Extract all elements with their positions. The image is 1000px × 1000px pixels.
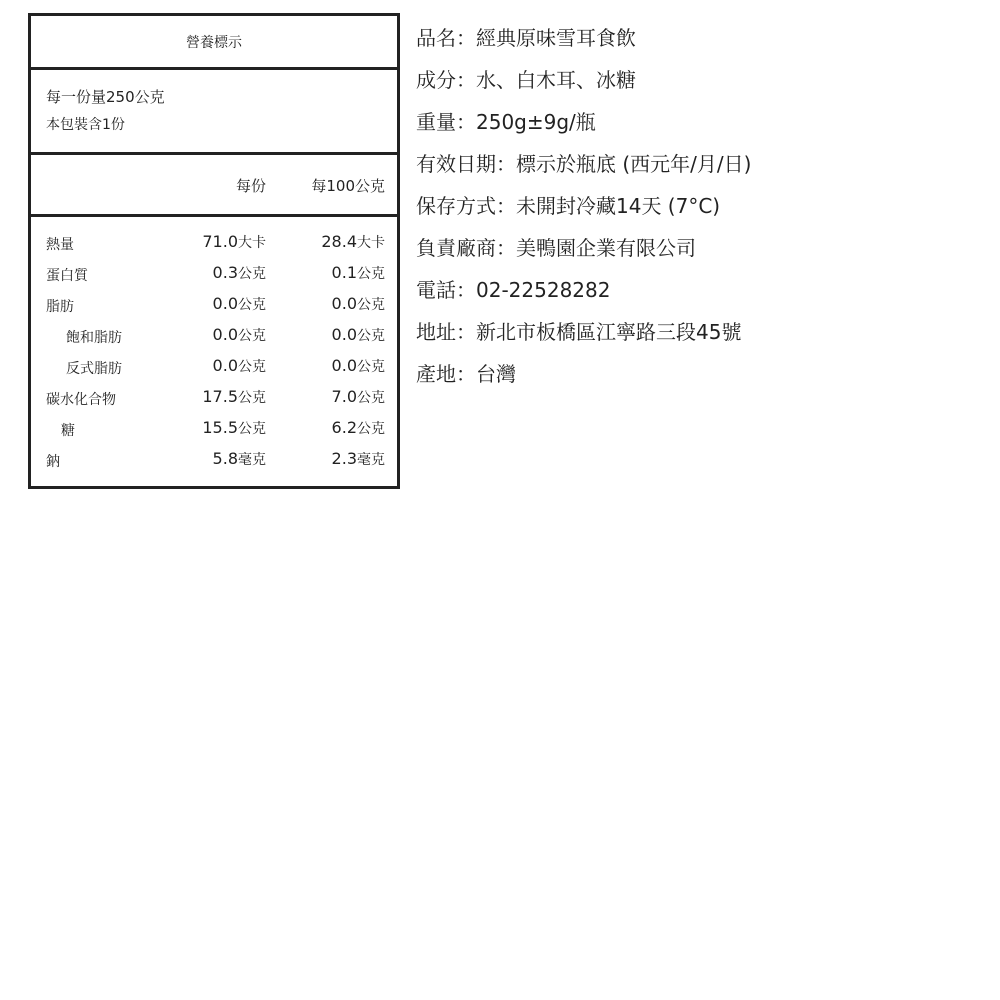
nutrient-label: 碳水化合物 [46,392,116,408]
per-100g-value: 2.3毫克 [331,449,385,468]
column-header-per-serving: 每份 [235,177,266,195]
nutrient-row-calories [31,230,397,261]
per-100g-value: 7.0公克 [331,387,385,406]
nutrient-row-saturated-fat [31,323,397,354]
nutrient-label: 蛋白質 [46,268,88,284]
per-serving-value: 0.3公克 [212,263,266,282]
phone-number: 電話：02-22528282 [416,278,611,302]
nutrient-row-sugar [31,416,397,447]
servings-per-package: 本包裝含1份 [46,117,125,133]
manufacturer: 負責廠商：美鴨園企業有限公司 [416,236,696,260]
nutrient-row-fat [31,292,397,323]
per-serving-value: 17.5公克 [202,387,266,406]
per-100g-value: 0.1公克 [331,263,385,282]
nutrient-label: 鈉 [46,454,60,470]
per-100g-value: 6.2公克 [331,418,385,437]
nutrition-title: 營養標示 [31,16,397,70]
serving-size: 每一份量250公克 [46,88,165,106]
storage-method: 保存方式：未開封冷藏14天 (7°C) [416,194,721,218]
nutrition-facts-panel [28,13,400,489]
per-serving-value: 0.0公克 [212,356,266,375]
nutrient-rows [31,230,397,478]
per-100g-value: 0.0公克 [331,325,385,344]
per-100g-value: 0.0公克 [331,356,385,375]
nutrient-row-carbohydrate [31,385,397,416]
nutrient-row-sodium [31,447,397,478]
per-serving-value: 0.0公克 [212,294,266,313]
product-name: 品名：經典原味雪耳食飲 [416,26,636,50]
column-headers [31,155,397,217]
nutrient-label: 糖 [61,423,75,439]
per-serving-value: 0.0公克 [212,325,266,344]
expiry-date: 有效日期：標示於瓶底 (西元年/月/日) [416,152,752,176]
net-weight: 重量：250g±9g/瓶 [416,110,596,134]
per-serving-value: 15.5公克 [202,418,266,437]
per-serving-value: 71.0大卡 [202,232,266,251]
column-header-per-100g: 每100公克 [311,177,385,195]
per-serving-value: 5.8毫克 [212,449,266,468]
nutrient-label: 反式脂肪 [66,361,122,377]
nutrient-row-trans-fat [31,354,397,385]
address: 地址：新北市板橋區江寧路三段45號 [416,320,742,344]
nutrient-label: 脂肪 [46,299,74,315]
origin: 產地：台灣 [416,362,516,386]
nutrient-label: 熱量 [46,237,74,253]
serving-info [31,70,397,155]
nutrient-row-protein [31,261,397,292]
per-100g-value: 0.0公克 [331,294,385,313]
ingredients: 成分：水、白木耳、冰糖 [416,68,636,92]
per-100g-value: 28.4大卡 [321,232,385,251]
nutrient-label: 飽和脂肪 [66,330,122,346]
